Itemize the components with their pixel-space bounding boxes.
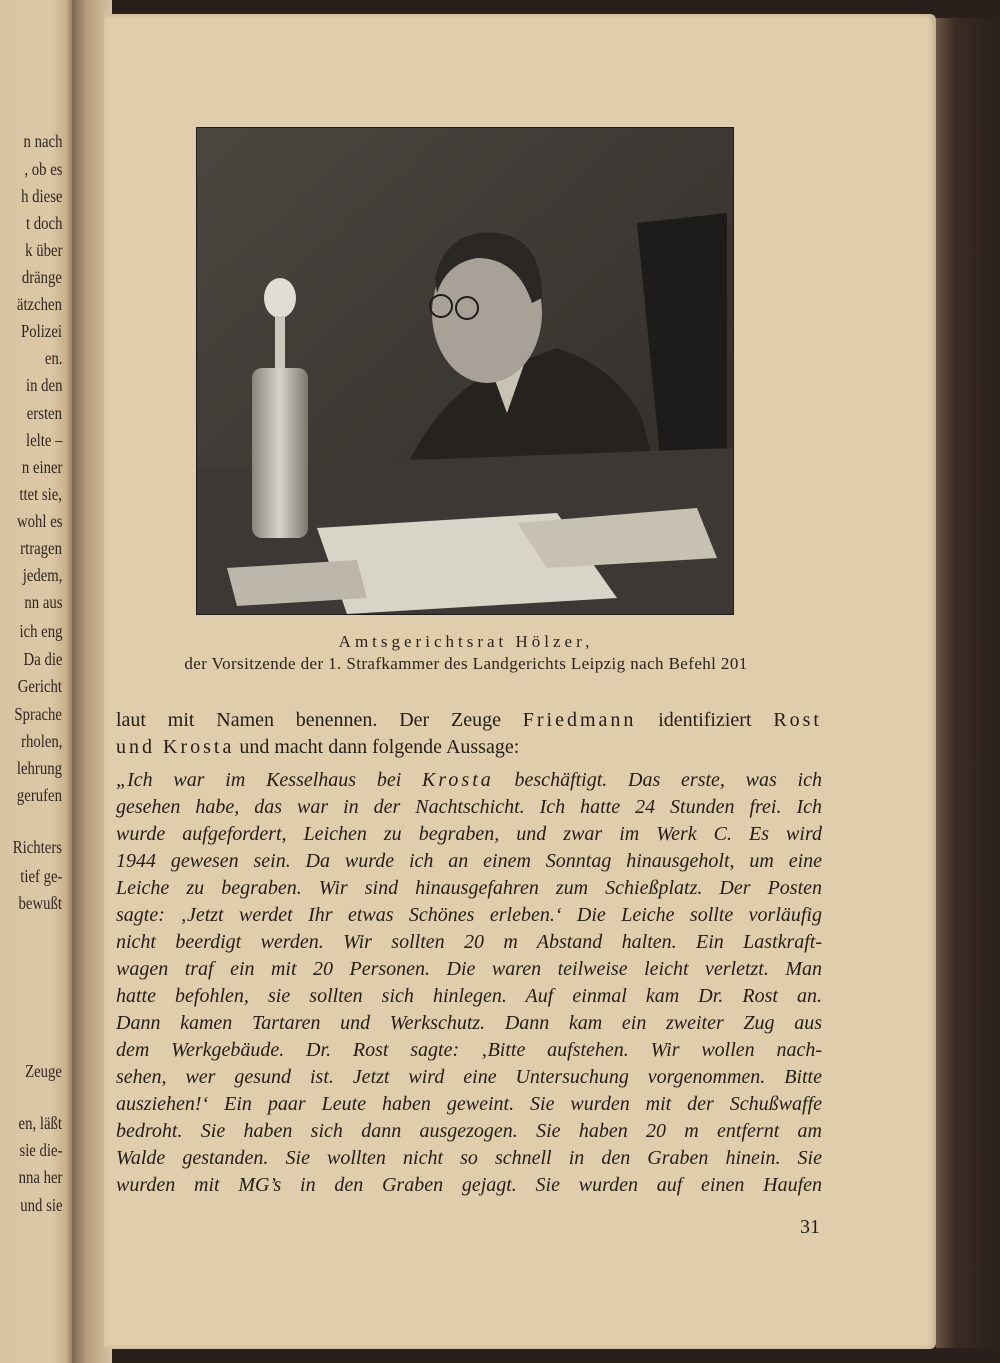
quote-line: bedroht. Sie haben sich dann ausgezogen. Sie haben 20 m entfernt am (116, 1120, 822, 1142)
previous-page-line: n nach (23, 131, 62, 151)
quote-line: hatte befohlen, sie sollten sich hinlegen. Auf einmal kam Dr. Rost an. (116, 985, 822, 1007)
text-run: laut mit Namen benennen. Der Zeuge (116, 709, 523, 731)
accused-name: Krosta (422, 769, 494, 791)
previous-page-line: en. (44, 348, 62, 368)
previous-page-line: sie die- (18, 1140, 62, 1160)
page-edge (936, 18, 1000, 1348)
text-run: „Ich war im Kesselhaus bei (116, 769, 423, 791)
accused-name: und Krosta (116, 736, 235, 758)
text-run: und macht dann folgende Aussage: (234, 736, 520, 758)
quote-line: sehen, wer gesund ist. Jetzt wird eine Untersuchung vorgenommen. Bitte (116, 1066, 822, 1088)
photo-caption-title: Amtsgerichtsrat Hölzer, (338, 632, 594, 651)
previous-page-line: nn aus (23, 592, 62, 612)
previous-page-line: tief ge- (19, 866, 62, 886)
previous-page-line: ersten (26, 403, 62, 423)
page-number: 31 (800, 1216, 820, 1238)
previous-page-line: wohl es (16, 511, 62, 531)
testimony-quote (116, 767, 822, 1199)
intro-line (116, 707, 822, 734)
previous-page-line: k über (24, 240, 62, 260)
accused-name: Rost (773, 709, 822, 731)
quote-line: wagen traf ein mit 20 Personen. Die waren teilweise leicht verletzt. Man (116, 958, 822, 980)
previous-page-line: Zeuge (25, 1061, 62, 1081)
intro-line (116, 734, 822, 761)
text-run: beschäftigt. Das erste, was ich (493, 769, 822, 791)
previous-page-line: jedem, (22, 565, 62, 585)
previous-page-line: t doch (25, 213, 62, 233)
previous-page-line: und sie (19, 1195, 62, 1215)
portrait-image (197, 128, 733, 614)
previous-page-line: ich eng (18, 621, 62, 641)
witness-name: Friedmann (522, 709, 637, 731)
previous-page-line: ätzchen (16, 294, 62, 314)
portrait-photo (196, 127, 734, 615)
text-run: identifiziert (636, 709, 774, 731)
quote-line (116, 767, 822, 794)
quote-line: wurden mit MG’s in den Graben gejagt. Sie wurden auf einen Haufen (116, 1174, 822, 1196)
previous-page-line: en, läßt (18, 1113, 62, 1133)
photo-caption-subtitle: der Vorsitzende der 1. Strafkammer des Landgerichts Leipzig nach Befehl 201 (184, 654, 748, 673)
quote-line: ausziehen!‘ Ein paar Leute haben geweint. Sie wurden mit der Schußwaffe (116, 1093, 822, 1115)
previous-page-line: rtragen (20, 538, 62, 558)
quote-line: Dann kamen Tartaren und Werkschutz. Dann kam ein zweiter Zug aus (116, 1012, 822, 1034)
previous-page-line: Sprache (14, 704, 62, 724)
quote-line: 1944 gewesen sein. Da wurde ich an einem Sonntag hinausgeholt, um eine (116, 850, 822, 872)
previous-page (0, 0, 72, 1363)
previous-page-line: h diese (20, 186, 62, 206)
previous-page-line: dränge (21, 267, 62, 287)
previous-page-line: ttet sie, (19, 484, 62, 504)
previous-page-line: n einer (21, 457, 62, 477)
previous-page-line: in den (25, 375, 62, 395)
quote-line: wurde aufgefordert, Leichen zu begraben, und zwar im Werk C. Es wird (116, 823, 822, 845)
previous-page-line: Polizei (21, 321, 62, 341)
previous-page-line: gerufen (16, 785, 62, 805)
quote-line: Leiche zu begraben. Wir sind hinausgefahren zum Schießplatz. Der Posten (116, 877, 822, 899)
quote-line: nicht beerdigt werden. Wir sollten 20 m Abstand halten. Ein Lastkraft- (116, 931, 822, 953)
previous-page-line: nna her (18, 1167, 62, 1187)
previous-page-line: bewußt (18, 893, 62, 913)
quote-line: sagte: ‚Jetzt werdet Ihr etwas Schönes erleben.‘ Die Leiche sollte vorläufig (116, 904, 822, 926)
quote-line: Walde gestanden. Sie wollten nicht so schnell in den Graben hinein. Sie (116, 1147, 822, 1169)
previous-page-line: lehrung (16, 758, 62, 778)
previous-page-line: rholen, (20, 731, 62, 751)
previous-page-line: Da die (23, 649, 62, 669)
previous-page-line: , ob es (23, 159, 62, 179)
previous-page-line: Richters (12, 837, 62, 857)
previous-page-line: Gericht (17, 676, 62, 696)
intro-paragraph (116, 707, 822, 761)
book-page (104, 14, 936, 1349)
previous-page-line: lelte – (25, 430, 62, 450)
quote-line: gesehen habe, das war in der Nachtschicht. Ich hatte 24 Stunden frei. Ich (116, 796, 822, 818)
quote-line: dem Werkgebäude. Dr. Rost sagte: ‚Bitte aufstehen. Wir wollen nach- (116, 1039, 822, 1061)
